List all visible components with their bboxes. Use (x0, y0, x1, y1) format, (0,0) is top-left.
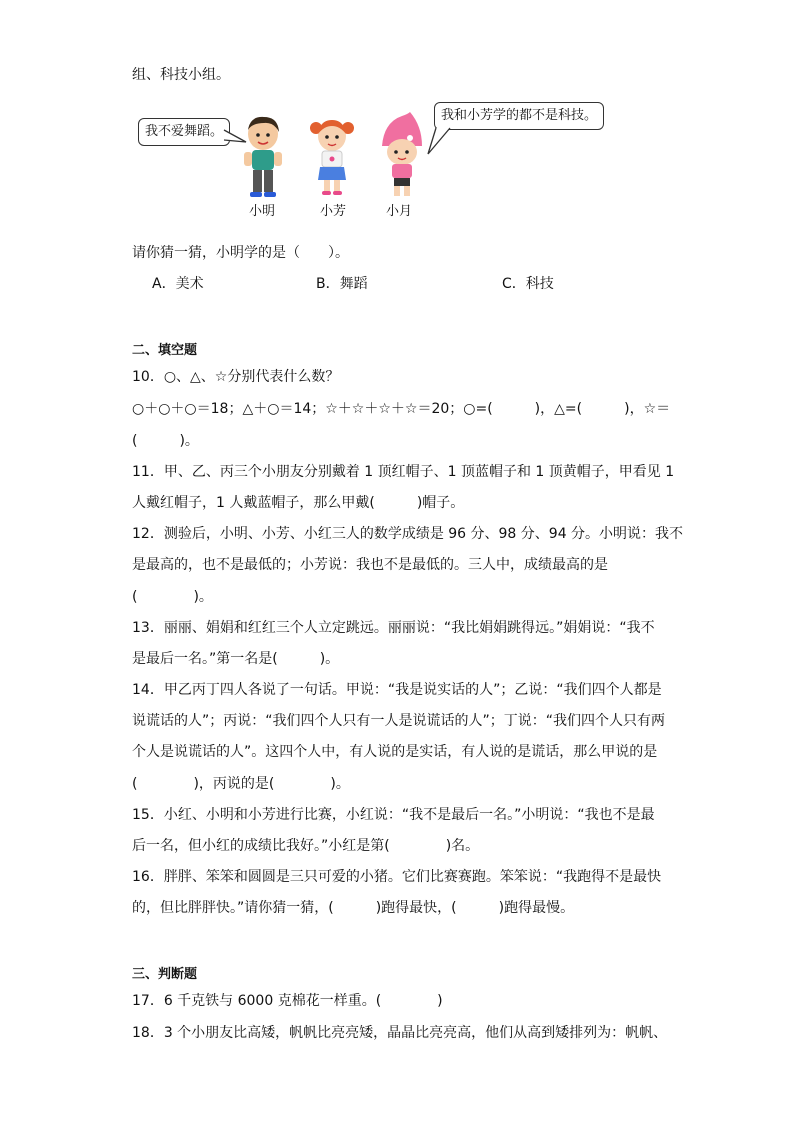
q9-option-c: C．科技 (502, 276, 554, 292)
q9-option-a: A．美术 (152, 276, 204, 292)
section-heading-true-false: 三、判断题 (132, 967, 198, 982)
section-heading-fill-blank: 二、填空题 (132, 343, 198, 358)
s2-line: ( )。 (132, 433, 199, 449)
boy-figure-icon (238, 112, 288, 200)
s2-line: 14．甲乙丙丁四人各说了一句话。甲说：“我是说实话的人”；乙说：“我们四个人都是 (132, 682, 662, 698)
s2-line: 16．胖胖、笨笨和圆圆是三只可爱的小猪。它们比赛赛跑。笨笨说：“我跑得不是最快 (132, 869, 662, 885)
s2-line: 个人是说谎话的人”。这四个人中，有人说的是实话，有人说的是谎话，那么甲说的是 (132, 744, 658, 760)
s2-line: 是最高的，也不是最低的；小芳说：我也不是最低的。三人中，成绩最高的是 (132, 557, 608, 573)
q9-option-b: B．舞蹈 (316, 276, 368, 292)
s2-line: 12．测验后，小明、小芳、小红三人的数学成绩是 96 分、98 分、94 分。小明说：我不 (132, 526, 684, 542)
speech-bubble-xiaoming: 我不爱舞蹈。 (138, 118, 230, 146)
s2-line: ( )。 (132, 589, 213, 605)
s2-line: 10．○、△、☆分别代表什么数？ (132, 369, 340, 385)
s2-line: 后一名，但小红的成绩比我好。”小红是第( )名。 (132, 838, 480, 854)
s2-line: 13．丽丽、娟娟和红红三个人立定跳远。丽丽说：“我比娟娟跳得远。”娟娟说：“我不 (132, 620, 655, 636)
s2-line: 说谎话的人”；丙说：“我们四个人只有一人是说谎话的人”；丁说：“我们四个人只有两 (132, 713, 666, 729)
s2-line: 的，但比胖胖快。”请你猜一猜，( )跑得最快，( )跑得最慢。 (132, 900, 575, 916)
name-xiaoming: 小明 (249, 204, 276, 219)
name-xiaofang: 小芳 (320, 204, 347, 219)
girl-figure-icon (308, 114, 356, 196)
s2-line: 11．甲、乙、丙三个小朋友分别戴着 1 顶红帽子、1 顶蓝帽子和 1 顶黄帽子，甲看见 1 (132, 464, 675, 480)
s2-line: 人戴红帽子，1 人戴蓝帽子，那么甲戴( )帽子。 (132, 495, 465, 511)
s2-line: ( )，丙说的是( )。 (132, 776, 350, 792)
continued-text: 组、科技小组。 (132, 67, 230, 83)
s2-line: ○＋○＋○＝18；△＋○＝14；☆＋☆＋☆＋☆＝20；○=( )，△=( )，☆＝ (132, 401, 671, 417)
s3-line: 17．6 千克铁与 6000 克棉花一样重。( ) (132, 993, 443, 1009)
s2-line: 15．小红、小明和小芳进行比赛，小红说：“我不是最后一名。”小明说：“我也不是最 (132, 807, 655, 823)
girl-pink-hat-figure-icon (374, 112, 430, 200)
s3-line: 18．3 个小朋友比高矮，帆帆比亮亮矮，晶晶比亮亮高，他们从高到矮排列为：帆帆、 (132, 1025, 668, 1041)
speech-bubble-xiaoyue: 我和小芳学的都不是科技。 (434, 102, 604, 130)
name-xiaoyue: 小月 (386, 204, 413, 219)
s2-line: 是最后一名。”第一名是( )。 (132, 651, 340, 667)
q9-prompt: 请你猜一猜，小明学的是（ ）。 (132, 245, 349, 261)
